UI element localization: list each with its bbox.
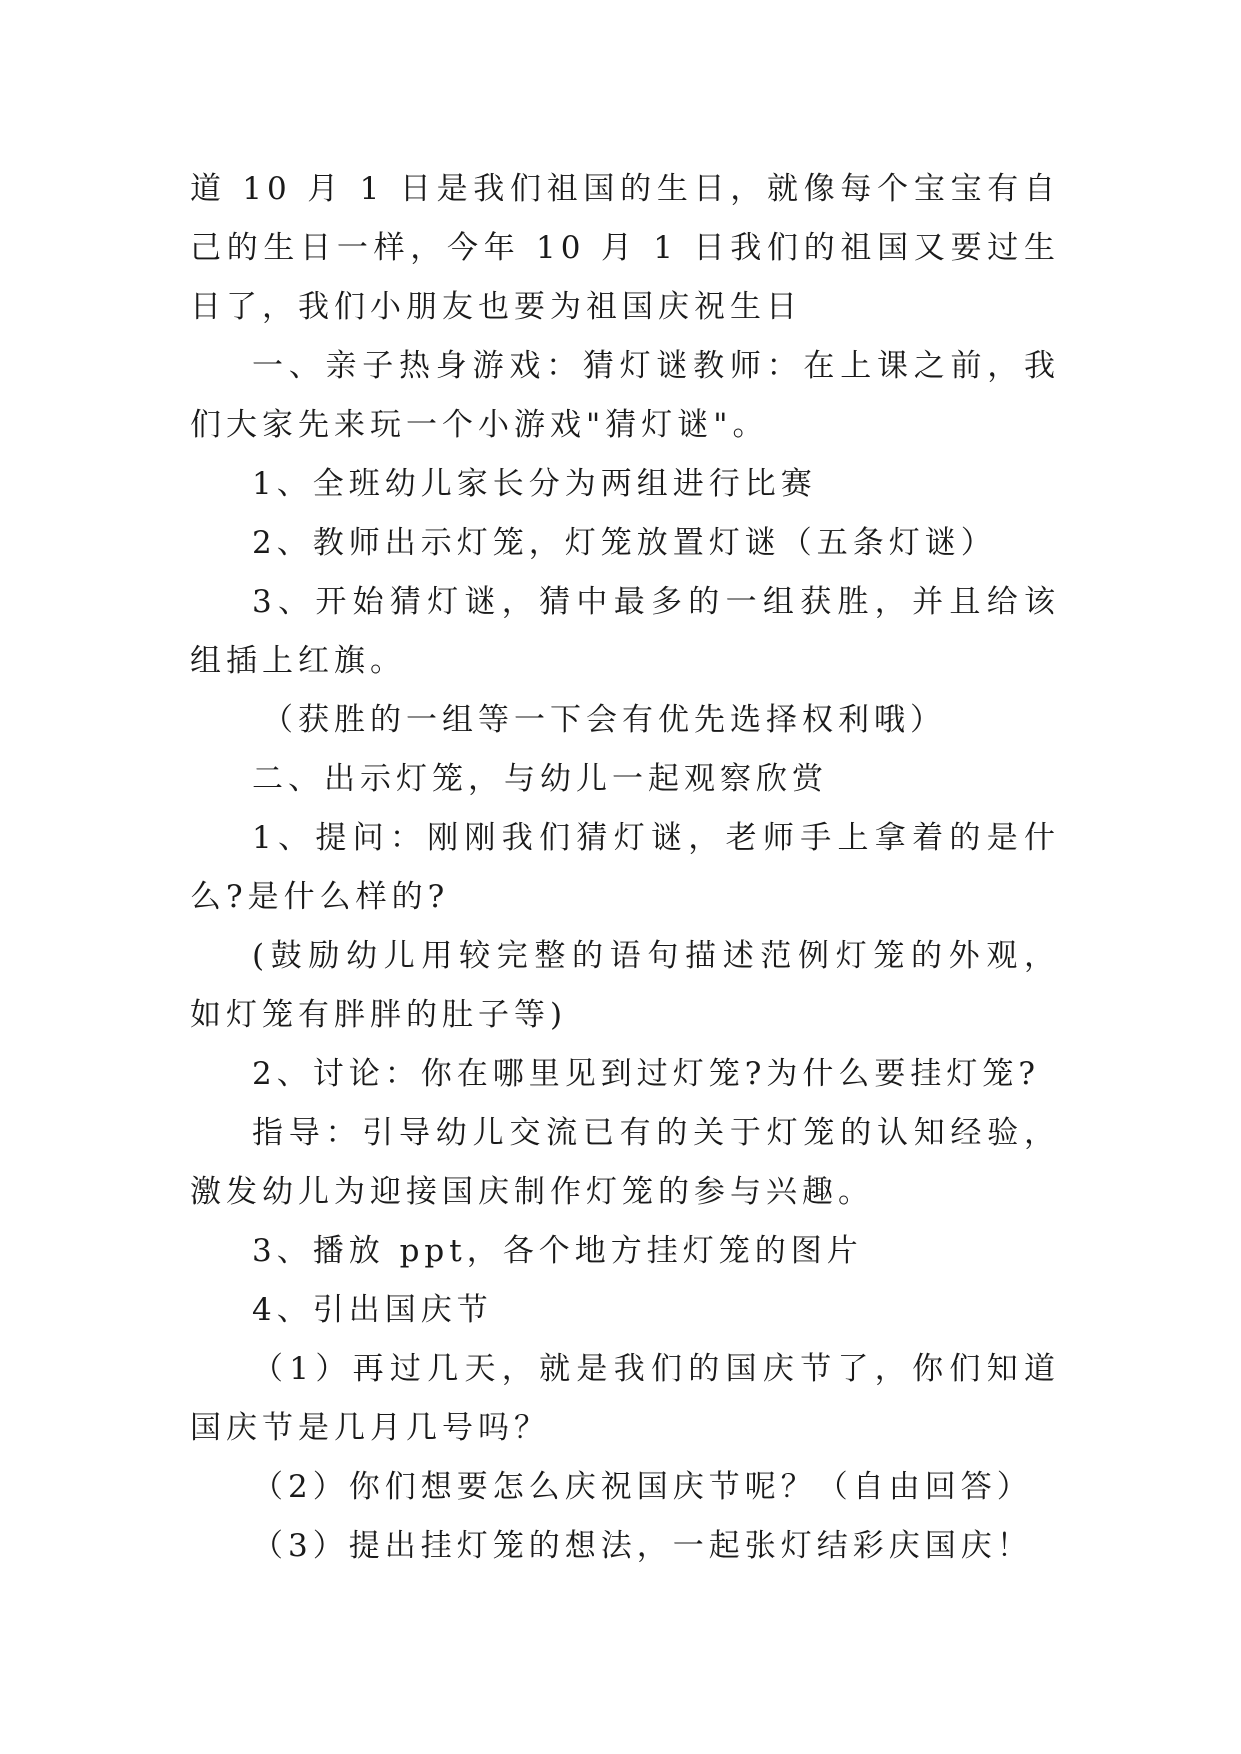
paragraph-sub-question-3: （3）提出挂灯笼的想法，一起张灯结彩庆国庆！ — [252, 1528, 1033, 1564]
paragraph-note: （获胜的一组等一下会有优先选择权利哦） — [262, 702, 946, 738]
paragraph-step-3: 3、开始猜灯谜，猜中最多的一组获胜，并且给该组插上红旗。 — [190, 584, 1060, 679]
paragraph-sub-question-1: （1）再过几天，就是我们的国庆节了，你们知道国庆节是几月几号吗？ — [190, 1351, 1060, 1446]
paragraph-section-two-heading: 二、出示灯笼，与幼儿一起观察欣赏 — [252, 761, 828, 797]
paragraph-question-1: 1、提问：刚刚我们猜灯谜，老师手上拿着的是什么?是什么样的? — [190, 820, 1060, 915]
paragraph-step-2: 2、教师出示灯笼，灯笼放置灯谜（五条灯谜） — [252, 525, 997, 561]
paragraph-discussion-2: 2、讨论：你在哪里见到过灯笼?为什么要挂灯笼? — [252, 1056, 1040, 1092]
paragraph-national-day-4: 4、引出国庆节 — [252, 1292, 493, 1328]
paragraph-step-1: 1、全班幼儿家长分为两组进行比赛 — [252, 466, 817, 502]
paragraph-guidance: 指导：引导幼儿交流已有的关于灯笼的认知经验，激发幼儿为迎接国庆制作灯笼的参与兴趣。 — [190, 1115, 1060, 1210]
paragraph-encourage-note: (鼓励幼儿用较完整的语句描述范例灯笼的外观，如灯笼有胖胖的肚子等) — [190, 938, 1060, 1033]
paragraph-sub-question-2: （2）你们想要怎么庆祝国庆节呢？（自由回答） — [252, 1469, 1033, 1505]
document-body — [190, 160, 1060, 1576]
paragraph-ppt-3: 3、播放 ppt，各个地方挂灯笼的图片 — [252, 1233, 863, 1269]
paragraph-section-one-heading: 一、亲子热身游戏：猜灯谜教师：在上课之前，我们大家先来玩一个小游戏"猜灯谜"。 — [190, 348, 1060, 443]
paragraph-intro-continued: 道 10 月 1 日是我们祖国的生日，就像每个宝宝有自己的生日一样，今年 10 月 1 日我们的祖国又要过生日了，我们小朋友也要为祖国庆祝生日 — [190, 171, 1060, 325]
